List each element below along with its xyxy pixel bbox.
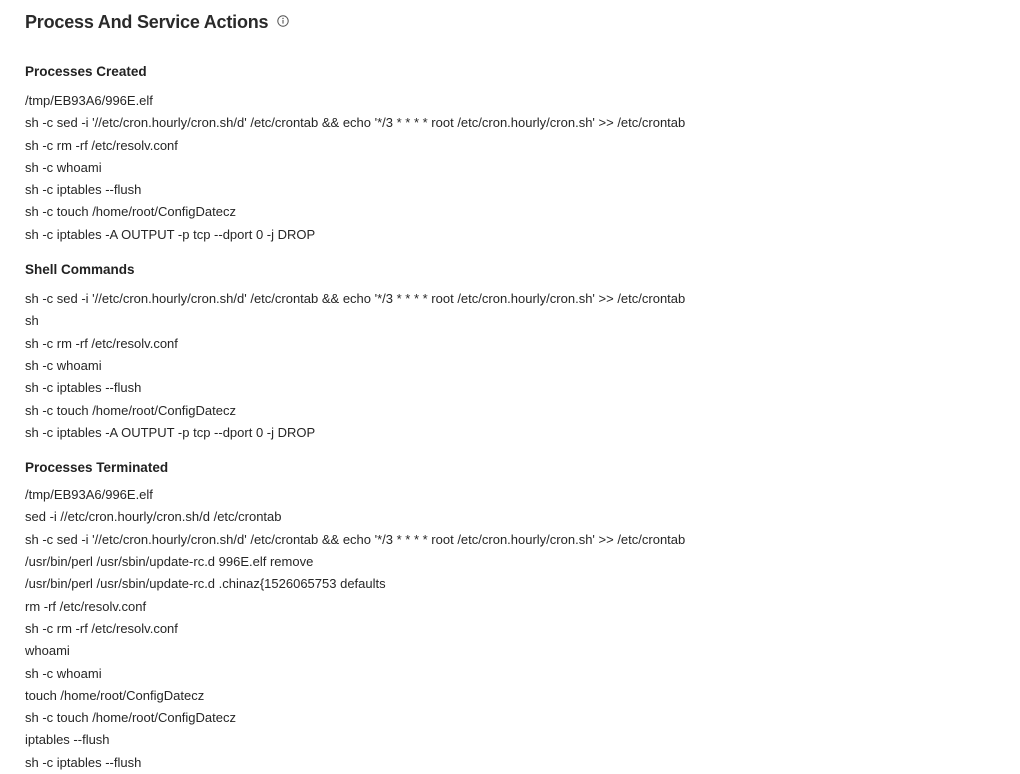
command-item: sh -c touch /home/root/ConfigDatecz [25,710,236,726]
command-list [25,288,1005,444]
section-processes-terminated [25,459,1005,774]
section-title: Processes Terminated [25,460,169,476]
command-item: /usr/bin/perl /usr/sbin/update-rc.d 996E.elf remove [25,554,314,570]
command-item: /tmp/EB93A6/996E.elf [25,487,153,503]
section-title: Processes Created [25,64,147,79]
process-service-actions-panel [25,0,1005,774]
section-shell-commands [25,261,1005,444]
command-item: rm -rf /etc/resolv.conf [25,598,147,614]
command-item: sh -c touch /home/root/ConfigDatecz [25,204,236,220]
command-item: sh -c whoami [25,159,102,175]
command-item: sh -c iptables -A OUTPUT -p tcp --dport 0 -j DROP [25,226,316,242]
command-item: sh -c rm -rf /etc/resolv.conf [25,137,178,153]
command-item: sh -c iptables --flush [25,380,142,396]
command-item: sh -c sed -i '//etc/cron.hourly/cron.sh/d' /etc/crontab && echo '*/3 * * * * root /etc/cron.hourly/cron.sh' >> /etc/crontab [25,531,686,547]
command-item: whoami [25,643,70,659]
command-item: touch /home/root/ConfigDatecz [25,687,205,703]
command-item: sh -c rm -rf /etc/resolv.conf [25,620,178,636]
command-item: sh -c iptables --flush [25,182,142,198]
command-item: sed -i //etc/cron.hourly/cron.sh/d /etc/crontab [25,509,282,525]
command-item: sh -c touch /home/root/ConfigDatecz [25,402,236,418]
command-item: /usr/bin/perl /usr/sbin/update-rc.d .chinaz{1526065753 defaults [25,576,386,592]
section-title: Shell Commands [25,262,135,278]
header [25,0,1005,44]
command-item: sh -c sed -i '//etc/cron.hourly/cron.sh/d' /etc/crontab && echo '*/3 * * * * root /etc/cron.hourly/cron.sh' >> /etc/crontab [25,291,686,307]
command-item: sh -c whoami [25,357,102,373]
command-item: /tmp/EB93A6/996E.elf [25,93,153,108]
command-item: sh -c sed -i '//etc/cron.hourly/cron.sh/d' /etc/crontab && echo '*/3 * * * * root /etc/cron.hourly/cron.sh' >> /etc/crontab [25,115,686,131]
command-item: sh [25,313,39,329]
command-item: sh -c rm -rf /etc/resolv.conf [25,335,178,351]
command-list [25,90,1005,246]
command-item: sh -c iptables -A OUTPUT -p tcp --dport 0 -j DROP [25,424,316,440]
info-circle-icon[interactable] [276,15,289,28]
section-processes-created [25,63,1005,246]
command-item: sh -c iptables --flush [25,754,142,770]
command-item: sh -c whoami [25,665,102,681]
page-title: Process And Service Actions [25,11,269,32]
command-list [25,484,1005,774]
command-item: iptables --flush [25,732,110,748]
